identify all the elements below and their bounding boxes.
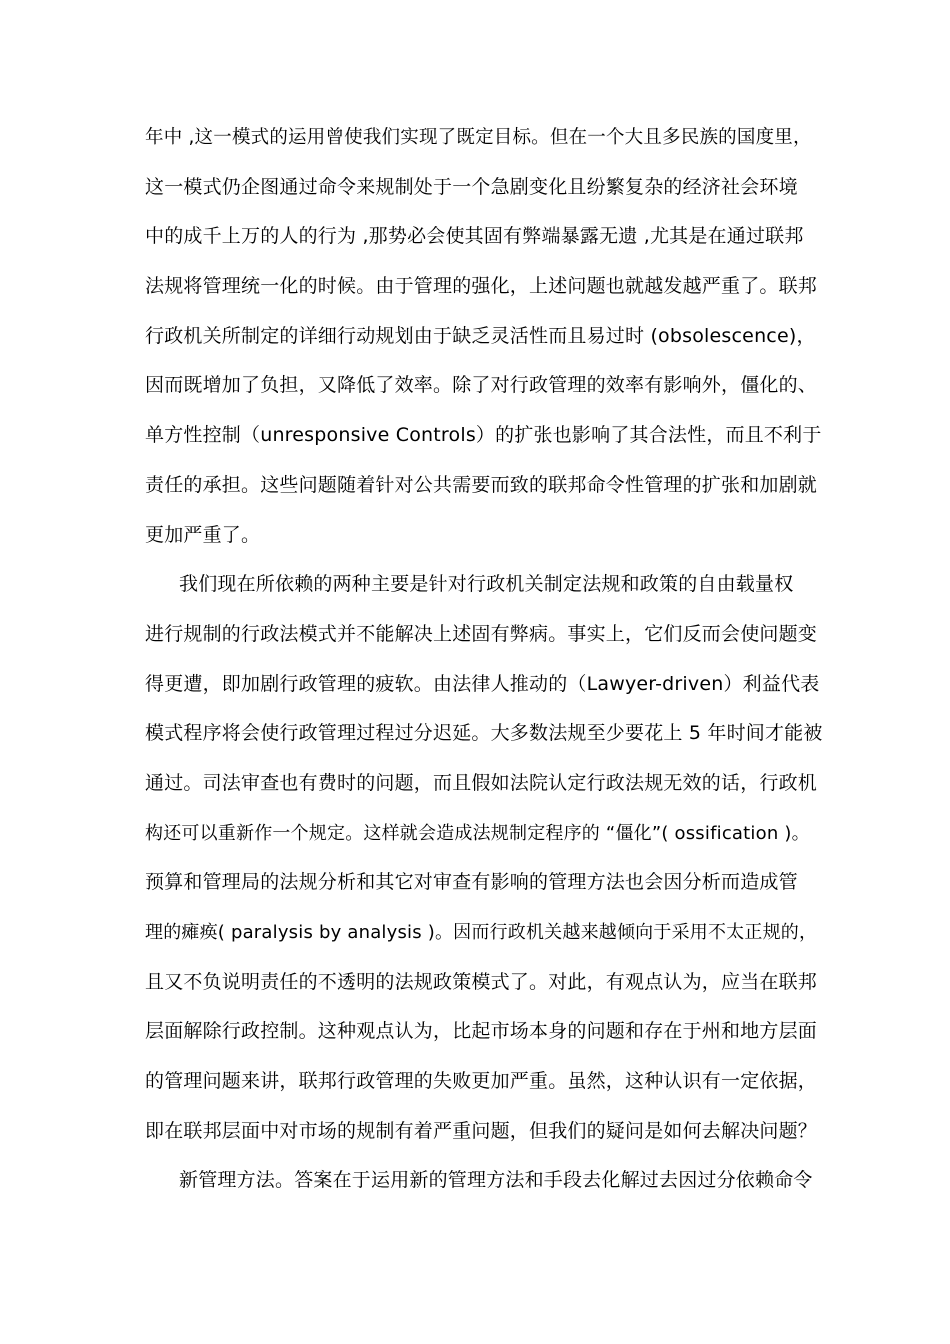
text-line: 法规将管理统一化的时候。由于管理的强化，上述问题也就越发越严重了。联邦 <box>145 275 818 298</box>
paragraph <box>145 1156 825 1206</box>
text-line: 层面解除行政控制。这种观点认为，比起市场本身的问题和存在于州和地方层面 <box>145 1020 818 1043</box>
text-line: 进行规制的行政法模式并不能解决上述固有弊病。事实上，它们反而会使问题变 <box>145 622 818 645</box>
text-line: 因而既增加了负担，又降低了效率。除了对行政管理的效率有影响外，僵化的、 <box>145 374 818 397</box>
text-line: 更加严重了。 <box>145 523 261 546</box>
text-line: 新管理方法。答案在于运用新的管理方法和手段去化解过去因过分依赖命令 <box>179 1169 813 1192</box>
text-line: 构还可以重新作一个规定。这样就会造成法规制定程序的 “僵化”( ossification )。 <box>145 822 810 844</box>
text-line: 预算和管理局的法规分析和其它对审查有影响的管理方法也会因分析而造成管 <box>145 871 798 894</box>
paragraph <box>145 560 825 1156</box>
text-line: 理的瘫痪( paralysis by analysis )。因而行政机关越来越倾向于采用不太正规的， <box>145 922 818 943</box>
text-line: 这一模式仍企图通过命令来规制处于一个急剧变化且纷繁复杂的经济社会环境 <box>145 175 798 198</box>
text-line: 行政机关所制定的详细行动规划由于缺乏灵活性而且易过时 (obsolescence)， <box>145 324 816 347</box>
paragraph <box>145 113 825 560</box>
text-line: 即在联邦层面中对市场的规制有着严重问题，但我们的疑问是如何去解决问题？ <box>145 1119 818 1142</box>
text-line: 的管理问题来讲，联邦行政管理的失败更加严重。虽然，这种认识有一定依据， <box>145 1070 818 1093</box>
text-line: 单方性控制（unresponsive Controls）的扩张也影响了其合法性，而且不利于 <box>145 424 822 447</box>
text-line: 且又不负说明责任的不透明的法规政策模式了。对此，有观点认为，应当在联邦 <box>145 970 818 993</box>
text-line: 模式程序将会使行政管理过程过分迟延。大多数法规至少要花上 5 年时间才能被 <box>145 722 823 745</box>
text-line: 年中 ,这一模式的运用曾使我们实现了既定目标。但在一个大且多民族的国度里， <box>145 127 812 148</box>
text-line: 得更遭，即加剧行政管理的疲软。由法律人推动的（Lawyer-driven）利益代表 <box>145 672 820 695</box>
text-line: 责任的承担。这些问题随着针对公共需要而致的联邦命令性管理的扩张和加剧就 <box>145 473 818 496</box>
body-text <box>145 113 825 1206</box>
text-line: 我们现在所依赖的两种主要是针对行政机关制定法规和政策的自由载量权 <box>179 573 794 596</box>
text-line: 通过。司法审查也有费时的问题，而且假如法院认定行政法规无效的话，行政机 <box>145 771 818 794</box>
text-line: 中的成千上万的人的行为 ,那势必会使其固有弊端暴露无遗 ,尤其是在通过联邦 <box>145 225 804 248</box>
